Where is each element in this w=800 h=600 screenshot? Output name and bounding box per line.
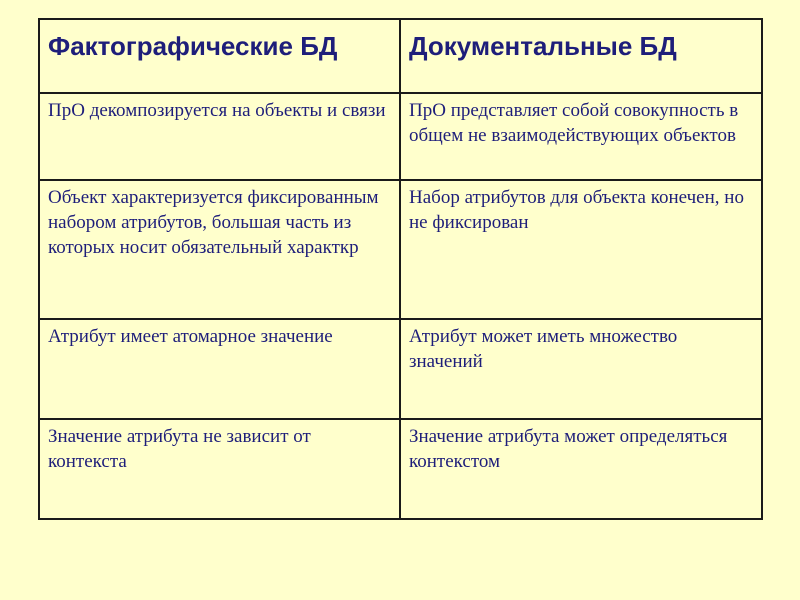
comparison-table (38, 18, 763, 520)
header-documentary-db: Документальные БД (400, 19, 762, 93)
table-row (39, 93, 762, 180)
table-row (39, 319, 762, 419)
table-row (39, 180, 762, 319)
table-cell: ПрО декомпозируется на объекты и связи (39, 93, 400, 180)
table-cell: Объект характеризуется фиксированным набором атрибутов, большая часть из которых носит обязательный характкр (39, 180, 400, 319)
table-cell: ПрО представляет собой совокупность в общем не взаимодействующих объектов (400, 93, 762, 180)
table-cell: Значение атрибута может определяться контекстом (400, 419, 762, 519)
table-cell: Набор атрибутов для объекта конечен, но не фиксирован (400, 180, 762, 319)
header-factographic-db: Фактографические БД (39, 19, 400, 93)
table-cell: Значение атрибута не зависит от контекста (39, 419, 400, 519)
table-row (39, 419, 762, 519)
table-cell: Атрибут имеет атомарное значение (39, 319, 400, 419)
table-cell: Атрибут может иметь множество значений (400, 319, 762, 419)
table-header-row (39, 19, 762, 93)
